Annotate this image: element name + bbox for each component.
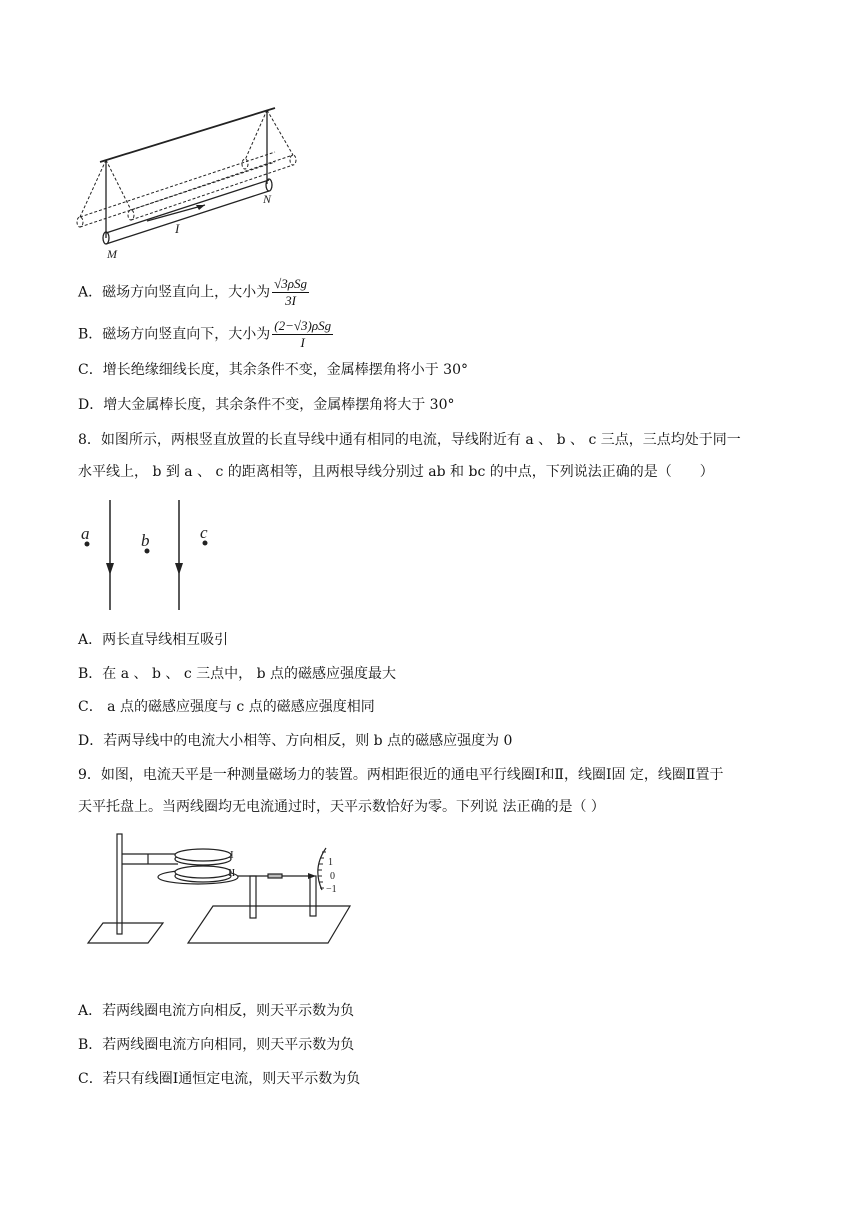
q7-option-a[interactable]: A．磁场方向竖直向上，大小为 $\frac{\text{√3ρSg}}{3I}$ bbox=[78, 276, 307, 308]
label-b: b bbox=[141, 531, 150, 550]
q9-stem-line2: 天平托盘上。当两线圈均无电流通过时，天平示数恰好为零。下列说 法正确的是（ ） bbox=[78, 799, 605, 815]
label-a: a bbox=[81, 524, 90, 543]
label-n: N bbox=[263, 192, 272, 206]
q9-option-c[interactable]: C．若只有线圈Ⅰ通恒定电流，则天平示数为负 bbox=[78, 1071, 361, 1087]
q8-wires-figure bbox=[75, 495, 225, 615]
label-m: M bbox=[107, 247, 117, 261]
q9-current-balance-figure bbox=[78, 828, 358, 948]
q7-option-d[interactable]: D．增大金属棒长度，其余条件不变，金属棒摆角将大于 30° bbox=[78, 397, 455, 413]
q8-option-b[interactable]: B．在 a 、 b 、 c 三点中， b 点的磁感应强度最大 bbox=[78, 666, 396, 682]
q8-stem-line2: 水平线上， b 到 a 、 c 的距离相等，且两根导线分别过 ab 和 bc 的中点，下列说法正确的是（ ） bbox=[78, 464, 714, 480]
fraction: $\frac{\text{√3ρSg}}{3I}$ bbox=[274, 276, 307, 308]
q7-rod-figure bbox=[75, 100, 305, 265]
q8-option-d[interactable]: D．若两导线中的电流大小相等、方向相反，则 b 点的磁感应强度为 0 bbox=[78, 733, 513, 749]
label-coil-1: I bbox=[230, 849, 234, 861]
q9-option-b[interactable]: B．若两线圈电流方向相同，则天平示数为负 bbox=[78, 1037, 355, 1053]
label-scale-neg1: −1 bbox=[326, 884, 337, 895]
label-coil-2: II bbox=[228, 867, 236, 879]
q8-stem-line1: 8．如图所示，两根竖直放置的长直导线中通有相同的电流，导线附近有 a 、 b 、 c 三点，三点均处于同一 bbox=[78, 432, 741, 448]
fraction: $\frac{\text{(2−√3)ρSg}}{I}$ bbox=[274, 318, 332, 350]
q8-option-c[interactable]: C． a 点的磁感应强度与 c 点的磁感应强度相同 bbox=[78, 699, 375, 715]
label-scale-1: 1 bbox=[328, 857, 333, 868]
label-c: c bbox=[200, 523, 208, 542]
label-scale-0: 0 bbox=[330, 871, 335, 882]
label-i: I bbox=[175, 221, 180, 236]
q7-option-b[interactable]: B．磁场方向竖直向下，大小为 $\frac{\text{(2−√3)ρSg}}{I}$ bbox=[78, 318, 332, 350]
q9-option-a[interactable]: A．若两线圈电流方向相反，则天平示数为负 bbox=[78, 1003, 355, 1019]
q9-stem-line1: 9．如图，电流天平是一种测量磁场力的装置。两相距很近的通电平行线圈Ⅰ和Ⅱ，线圈Ⅰ固 定，线圈Ⅱ置于 bbox=[78, 767, 724, 783]
q7-option-c[interactable]: C．增长绝缘细线长度，其余条件不变，金属棒摆角将小于 30° bbox=[78, 362, 468, 378]
q8-option-a[interactable]: A．两长直导线相互吸引 bbox=[78, 632, 229, 648]
